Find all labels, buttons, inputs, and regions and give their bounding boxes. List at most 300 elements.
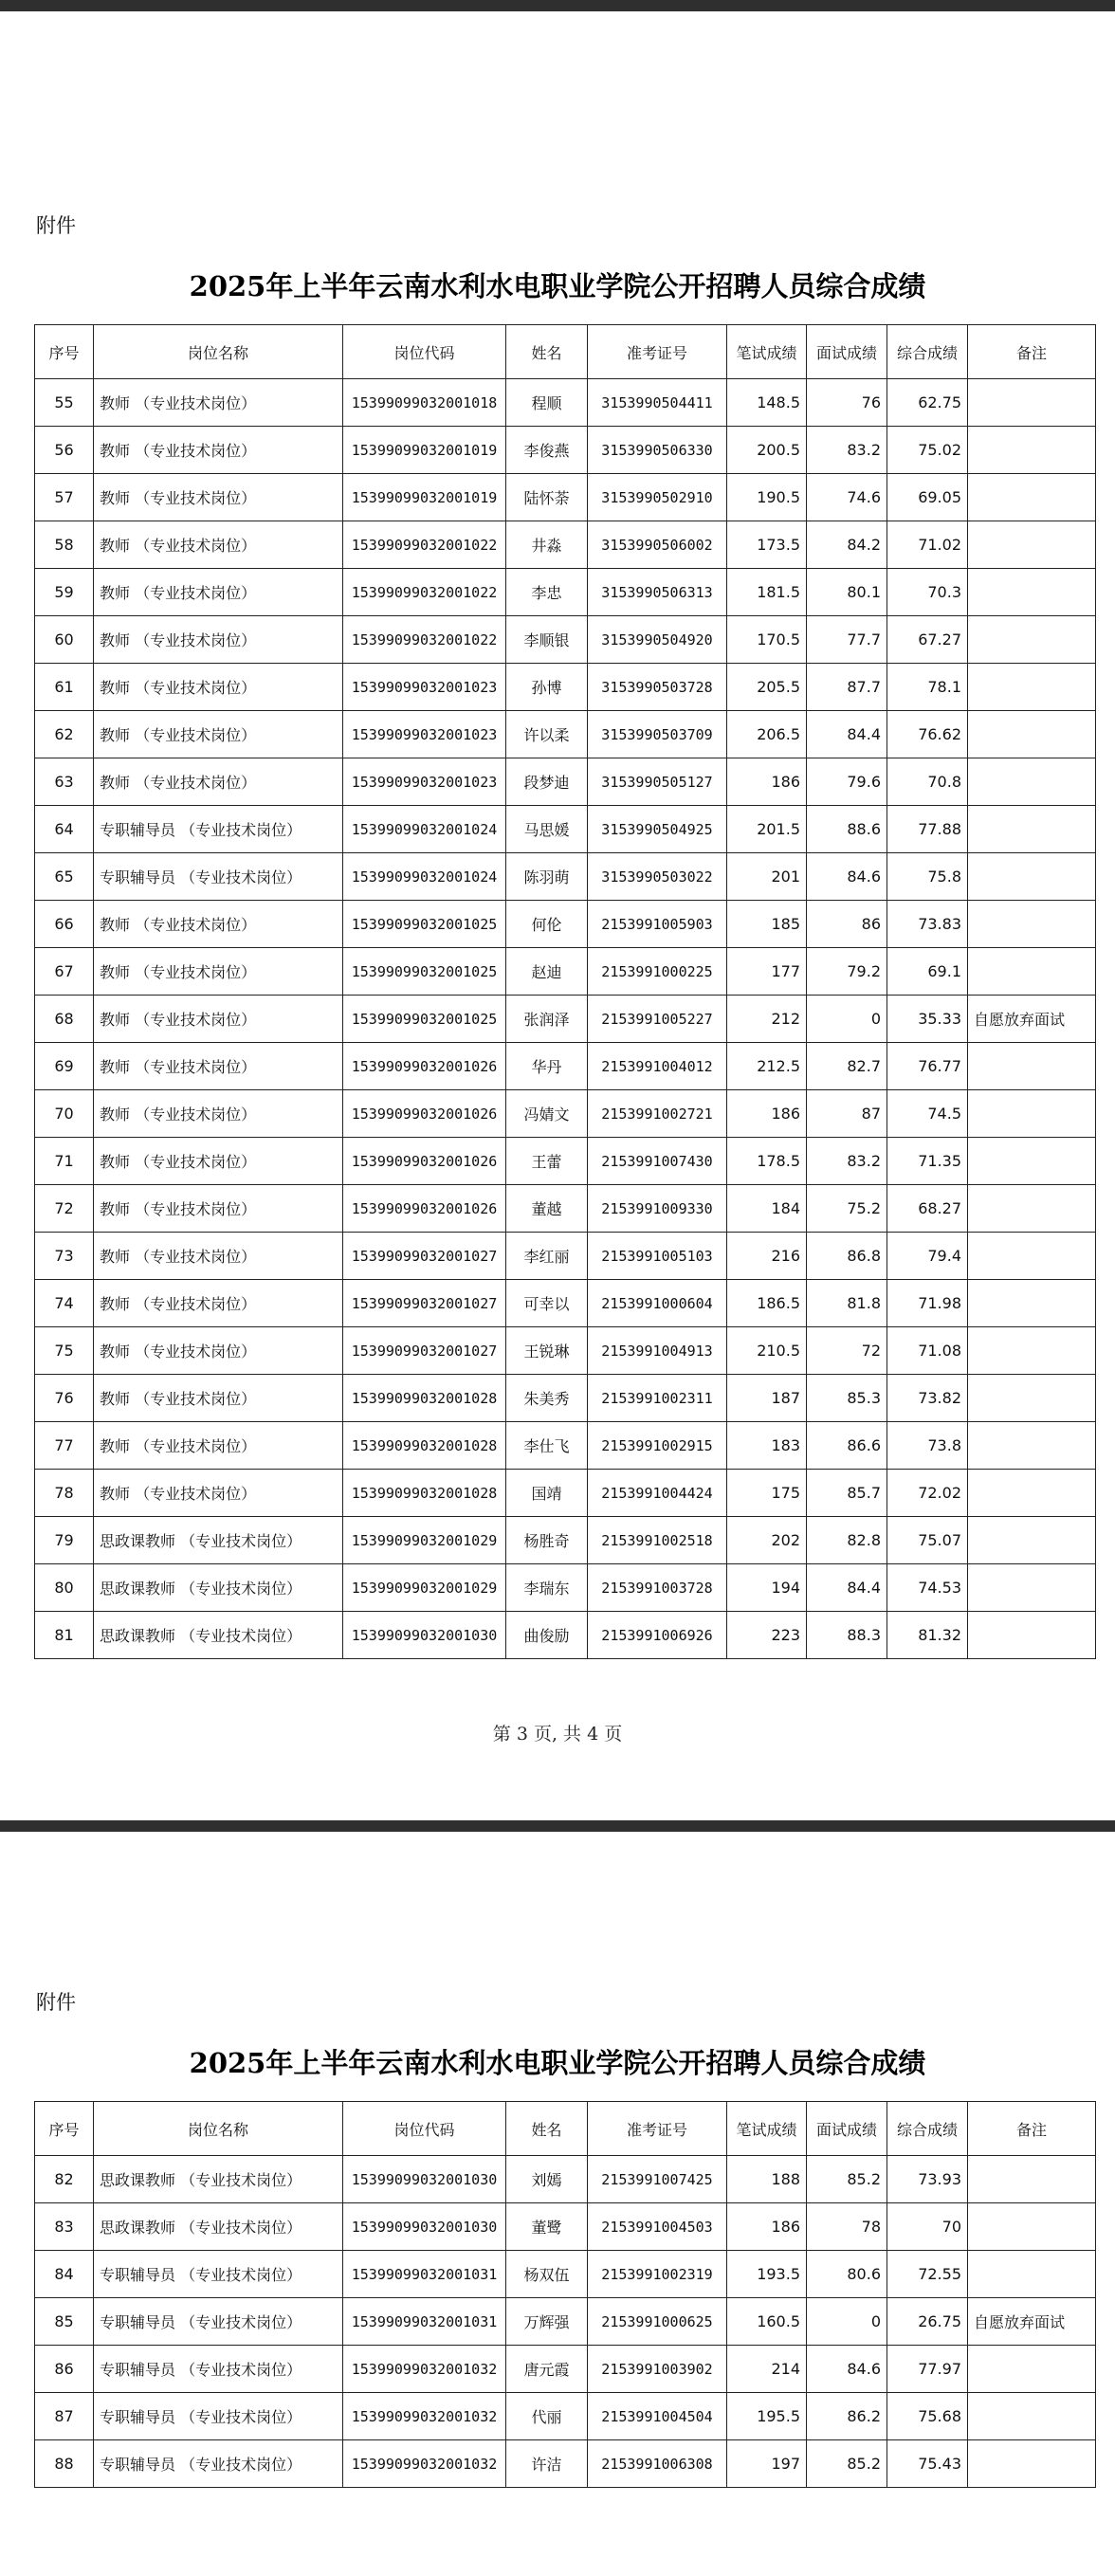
ticket-number-cell: 2153991002311	[588, 1375, 727, 1422]
candidate-name-cell: 李瑞东	[506, 1564, 588, 1612]
position-code-cell: 15399099032001022	[343, 521, 506, 569]
total-score-cell: 74.5	[887, 1090, 968, 1138]
ticket-number-cell: 2153991007430	[588, 1138, 727, 1185]
table-header-row	[35, 2102, 1096, 2156]
header-cell: 姓名	[506, 2102, 588, 2156]
position-code-cell: 15399099032001027	[343, 1280, 506, 1327]
remark-cell	[968, 2440, 1096, 2488]
remark-cell	[968, 948, 1096, 996]
written-score-cell: 188	[727, 2156, 807, 2203]
table-row	[35, 1327, 1096, 1375]
total-score-cell: 73.83	[887, 901, 968, 948]
table-row	[35, 2298, 1096, 2346]
written-score-cell: 206.5	[727, 711, 807, 758]
position-name-cell: 教师 （专业技术岗位）	[94, 1470, 343, 1517]
table-row	[35, 2440, 1096, 2488]
header-cell: 准考证号	[588, 325, 727, 379]
candidate-name-cell: 井淼	[506, 521, 588, 569]
page-footer: 第 3 页, 共 4 页	[492, 1724, 623, 1745]
annex-label: 附件	[36, 1991, 76, 2014]
interview-score-cell: 86	[807, 901, 887, 948]
candidate-name-cell: 程顺	[506, 379, 588, 427]
remark-cell	[968, 853, 1096, 901]
header-cell: 序号	[35, 325, 94, 379]
position-code-cell: 15399099032001023	[343, 758, 506, 806]
remark-cell	[968, 711, 1096, 758]
ticket-number-cell: 2153991005103	[588, 1233, 727, 1280]
interview-score-cell: 83.2	[807, 427, 887, 474]
ticket-number-cell: 2153991002319	[588, 2251, 727, 2298]
total-score-cell: 75.02	[887, 427, 968, 474]
remark-cell: 自愿放弃面试	[968, 2298, 1096, 2346]
interview-score-cell: 84.6	[807, 853, 887, 901]
interview-score-cell: 85.2	[807, 2156, 887, 2203]
remark-cell	[968, 2393, 1096, 2440]
row-number-cell: 71	[35, 1138, 94, 1185]
position-name-cell: 教师 （专业技术岗位）	[94, 711, 343, 758]
header-cell: 备注	[968, 2102, 1096, 2156]
position-name-cell: 专职辅导员 （专业技术岗位）	[94, 2346, 343, 2393]
position-code-cell: 15399099032001026	[343, 1185, 506, 1233]
interview-score-cell: 75.2	[807, 1185, 887, 1233]
written-score-cell: 187	[727, 1375, 807, 1422]
table-row	[35, 1422, 1096, 1470]
total-score-cell: 72.02	[887, 1470, 968, 1517]
total-score-cell: 68.27	[887, 1185, 968, 1233]
candidate-name-cell: 李顺银	[506, 616, 588, 664]
row-number-cell: 68	[35, 996, 94, 1043]
candidate-name-cell: 段梦迪	[506, 758, 588, 806]
ticket-number-cell: 3153990504920	[588, 616, 727, 664]
remark-cell	[968, 521, 1096, 569]
candidate-name-cell: 王蕾	[506, 1138, 588, 1185]
row-number-cell: 88	[35, 2440, 94, 2488]
ticket-number-cell: 2153991003902	[588, 2346, 727, 2393]
header-cell: 综合成绩	[887, 325, 968, 379]
total-score-cell: 75.07	[887, 1517, 968, 1564]
row-number-cell: 56	[35, 427, 94, 474]
position-code-cell: 15399099032001030	[343, 2203, 506, 2251]
position-code-cell: 15399099032001027	[343, 1233, 506, 1280]
ticket-number-cell: 2153991006926	[588, 1612, 727, 1659]
position-code-cell: 15399099032001030	[343, 1612, 506, 1659]
table-row	[35, 1564, 1096, 1612]
total-score-cell: 71.08	[887, 1327, 968, 1375]
table-row	[35, 1043, 1096, 1090]
position-name-cell: 专职辅导员 （专业技术岗位）	[94, 2440, 343, 2488]
row-number-cell: 82	[35, 2156, 94, 2203]
candidate-name-cell: 李红丽	[506, 1233, 588, 1280]
remark-cell	[968, 1327, 1096, 1375]
candidate-name-cell: 许以柔	[506, 711, 588, 758]
total-score-cell: 70.8	[887, 758, 968, 806]
ticket-number-cell: 3153990502910	[588, 474, 727, 521]
position-name-cell: 思政课教师 （专业技术岗位）	[94, 2203, 343, 2251]
total-score-cell: 78.1	[887, 664, 968, 711]
header-cell: 岗位代码	[343, 2102, 506, 2156]
ticket-number-cell: 2153991002721	[588, 1090, 727, 1138]
position-code-cell: 15399099032001029	[343, 1517, 506, 1564]
row-number-cell: 81	[35, 1612, 94, 1659]
row-number-cell: 61	[35, 664, 94, 711]
table-row	[35, 806, 1096, 853]
ticket-number-cell: 2153991000604	[588, 1280, 727, 1327]
row-number-cell: 87	[35, 2393, 94, 2440]
written-score-cell: 194	[727, 1564, 807, 1612]
table-row	[35, 853, 1096, 901]
remark-cell	[968, 664, 1096, 711]
position-code-cell: 15399099032001028	[343, 1470, 506, 1517]
written-score-cell: 186	[727, 2203, 807, 2251]
interview-score-cell: 86.6	[807, 1422, 887, 1470]
row-number-cell: 72	[35, 1185, 94, 1233]
written-score-cell: 201	[727, 853, 807, 901]
total-score-cell: 76.77	[887, 1043, 968, 1090]
document-title: 2025年上半年云南水利水电职业学院公开招聘人员综合成绩	[189, 2047, 926, 2079]
total-score-cell: 75.8	[887, 853, 968, 901]
header-cell: 姓名	[506, 325, 588, 379]
table-body	[35, 379, 1096, 1659]
candidate-name-cell: 曲俊励	[506, 1612, 588, 1659]
header-cell: 准考证号	[588, 2102, 727, 2156]
row-number-cell: 86	[35, 2346, 94, 2393]
position-code-cell: 15399099032001019	[343, 427, 506, 474]
interview-score-cell: 83.2	[807, 1138, 887, 1185]
position-name-cell: 思政课教师 （专业技术岗位）	[94, 1564, 343, 1612]
written-score-cell: 202	[727, 1517, 807, 1564]
ticket-number-cell: 2153991002915	[588, 1422, 727, 1470]
written-score-cell: 186	[727, 758, 807, 806]
remark-cell	[968, 901, 1096, 948]
candidate-name-cell: 朱美秀	[506, 1375, 588, 1422]
interview-score-cell: 84.2	[807, 521, 887, 569]
position-code-cell: 15399099032001026	[343, 1043, 506, 1090]
position-name-cell: 思政课教师 （专业技术岗位）	[94, 1517, 343, 1564]
table-row	[35, 948, 1096, 996]
total-score-cell: 70	[887, 2203, 968, 2251]
position-name-cell: 教师 （专业技术岗位）	[94, 901, 343, 948]
table-row	[35, 1090, 1096, 1138]
candidate-name-cell: 李忠	[506, 569, 588, 616]
remark-cell	[968, 758, 1096, 806]
ticket-number-cell: 3153990504411	[588, 379, 727, 427]
position-code-cell: 15399099032001031	[343, 2298, 506, 2346]
position-code-cell: 15399099032001025	[343, 901, 506, 948]
page-top-bar	[0, 0, 1115, 11]
row-number-cell: 76	[35, 1375, 94, 1422]
remark-cell	[968, 1090, 1096, 1138]
interview-score-cell: 81.8	[807, 1280, 887, 1327]
position-name-cell: 教师 （专业技术岗位）	[94, 521, 343, 569]
written-score-cell: 181.5	[727, 569, 807, 616]
written-score-cell: 216	[727, 1233, 807, 1280]
row-number-cell: 83	[35, 2203, 94, 2251]
ticket-number-cell: 2153991005227	[588, 996, 727, 1043]
position-name-cell: 教师 （专业技术岗位）	[94, 1233, 343, 1280]
ticket-number-cell: 2153991007425	[588, 2156, 727, 2203]
written-score-cell: 200.5	[727, 427, 807, 474]
position-code-cell: 15399099032001032	[343, 2346, 506, 2393]
candidate-name-cell: 张润泽	[506, 996, 588, 1043]
written-score-cell: 197	[727, 2440, 807, 2488]
interview-score-cell: 87	[807, 1090, 887, 1138]
table-row	[35, 379, 1096, 427]
candidate-name-cell: 王锐琳	[506, 1327, 588, 1375]
total-score-cell: 81.32	[887, 1612, 968, 1659]
ticket-number-cell: 2153991004012	[588, 1043, 727, 1090]
candidate-name-cell: 董鹭	[506, 2203, 588, 2251]
position-name-cell: 思政课教师 （专业技术岗位）	[94, 1612, 343, 1659]
row-number-cell: 64	[35, 806, 94, 853]
position-name-cell: 教师 （专业技术岗位）	[94, 1185, 343, 1233]
row-number-cell: 78	[35, 1470, 94, 1517]
position-name-cell: 教师 （专业技术岗位）	[94, 1375, 343, 1422]
header-cell: 岗位名称	[94, 2102, 343, 2156]
candidate-name-cell: 赵迪	[506, 948, 588, 996]
header-cell: 面试成绩	[807, 2102, 887, 2156]
document-page-4	[0, 1820, 1115, 2576]
candidate-name-cell: 代丽	[506, 2393, 588, 2440]
ticket-number-cell: 3153990503728	[588, 664, 727, 711]
row-number-cell: 73	[35, 1233, 94, 1280]
total-score-cell: 74.53	[887, 1564, 968, 1612]
header-cell: 岗位代码	[343, 325, 506, 379]
ticket-number-cell: 3153990503709	[588, 711, 727, 758]
position-code-cell: 15399099032001018	[343, 379, 506, 427]
position-name-cell: 教师 （专业技术岗位）	[94, 1280, 343, 1327]
table-row	[35, 2203, 1096, 2251]
position-code-cell: 15399099032001030	[343, 2156, 506, 2203]
row-number-cell: 66	[35, 901, 94, 948]
position-code-cell: 15399099032001026	[343, 1138, 506, 1185]
written-score-cell: 193.5	[727, 2251, 807, 2298]
written-score-cell: 177	[727, 948, 807, 996]
remark-cell	[968, 806, 1096, 853]
interview-score-cell: 0	[807, 996, 887, 1043]
interview-score-cell: 74.6	[807, 474, 887, 521]
row-number-cell: 69	[35, 1043, 94, 1090]
written-score-cell: 160.5	[727, 2298, 807, 2346]
interview-score-cell: 88.3	[807, 1612, 887, 1659]
candidate-name-cell: 国靖	[506, 1470, 588, 1517]
interview-score-cell: 80.6	[807, 2251, 887, 2298]
written-score-cell: 186.5	[727, 1280, 807, 1327]
total-score-cell: 75.43	[887, 2440, 968, 2488]
ticket-number-cell: 2153991006308	[588, 2440, 727, 2488]
interview-score-cell: 87.7	[807, 664, 887, 711]
interview-score-cell: 79.6	[807, 758, 887, 806]
table-row	[35, 2156, 1096, 2203]
total-score-cell: 26.75	[887, 2298, 968, 2346]
remark-cell	[968, 427, 1096, 474]
interview-score-cell: 77.7	[807, 616, 887, 664]
interview-score-cell: 82.7	[807, 1043, 887, 1090]
row-number-cell: 67	[35, 948, 94, 996]
interview-score-cell: 84.4	[807, 711, 887, 758]
table-row	[35, 711, 1096, 758]
interview-score-cell: 72	[807, 1327, 887, 1375]
position-code-cell: 15399099032001025	[343, 996, 506, 1043]
annex-label: 附件	[36, 214, 76, 237]
ticket-number-cell: 3153990504925	[588, 806, 727, 853]
remark-cell	[968, 1138, 1096, 1185]
row-number-cell: 59	[35, 569, 94, 616]
ticket-number-cell: 2153991004504	[588, 2393, 727, 2440]
ticket-number-cell: 2153991002518	[588, 1517, 727, 1564]
position-code-cell: 15399099032001028	[343, 1422, 506, 1470]
table-row	[35, 2393, 1096, 2440]
row-number-cell: 84	[35, 2251, 94, 2298]
candidate-name-cell: 刘嫣	[506, 2156, 588, 2203]
row-number-cell: 63	[35, 758, 94, 806]
interview-score-cell: 88.6	[807, 806, 887, 853]
written-score-cell: 175	[727, 1470, 807, 1517]
interview-score-cell: 78	[807, 2203, 887, 2251]
header-cell: 备注	[968, 325, 1096, 379]
row-number-cell: 62	[35, 711, 94, 758]
ticket-number-cell: 3153990505127	[588, 758, 727, 806]
candidate-name-cell: 李仕飞	[506, 1422, 588, 1470]
remark-cell	[968, 1375, 1096, 1422]
remark-cell	[968, 1612, 1096, 1659]
candidate-name-cell: 董越	[506, 1185, 588, 1233]
table-row	[35, 427, 1096, 474]
row-number-cell: 79	[35, 1517, 94, 1564]
interview-score-cell: 82.8	[807, 1517, 887, 1564]
row-number-cell: 74	[35, 1280, 94, 1327]
position-code-cell: 15399099032001022	[343, 569, 506, 616]
total-score-cell: 73.82	[887, 1375, 968, 1422]
position-name-cell: 教师 （专业技术岗位）	[94, 1043, 343, 1090]
ticket-number-cell: 3153990503022	[588, 853, 727, 901]
written-score-cell: 173.5	[727, 521, 807, 569]
header-cell: 笔试成绩	[727, 325, 807, 379]
remark-cell	[968, 1185, 1096, 1233]
interview-score-cell: 84.4	[807, 1564, 887, 1612]
table-row	[35, 1612, 1096, 1659]
remark-cell	[968, 2203, 1096, 2251]
candidate-name-cell: 马思媛	[506, 806, 588, 853]
document-title: 2025年上半年云南水利水电职业学院公开招聘人员综合成绩	[189, 270, 926, 302]
position-code-cell: 15399099032001024	[343, 806, 506, 853]
written-score-cell: 223	[727, 1612, 807, 1659]
interview-score-cell: 0	[807, 2298, 887, 2346]
table-row	[35, 664, 1096, 711]
candidate-name-cell: 陈羽萌	[506, 853, 588, 901]
header-cell: 面试成绩	[807, 325, 887, 379]
row-number-cell: 57	[35, 474, 94, 521]
table-header-row	[35, 325, 1096, 379]
table-row	[35, 1280, 1096, 1327]
position-name-cell: 专职辅导员 （专业技术岗位）	[94, 2393, 343, 2440]
remark-cell	[968, 474, 1096, 521]
position-code-cell: 15399099032001019	[343, 474, 506, 521]
position-name-cell: 专职辅导员 （专业技术岗位）	[94, 2298, 343, 2346]
position-code-cell: 15399099032001023	[343, 711, 506, 758]
total-score-cell: 73.8	[887, 1422, 968, 1470]
row-number-cell: 70	[35, 1090, 94, 1138]
table-row	[35, 996, 1096, 1043]
interview-score-cell: 86.2	[807, 2393, 887, 2440]
position-name-cell: 专职辅导员 （专业技术岗位）	[94, 2251, 343, 2298]
header-cell: 岗位名称	[94, 325, 343, 379]
position-name-cell: 教师 （专业技术岗位）	[94, 1090, 343, 1138]
remark-cell	[968, 379, 1096, 427]
candidate-name-cell: 可幸以	[506, 1280, 588, 1327]
position-name-cell: 专职辅导员 （专业技术岗位）	[94, 853, 343, 901]
candidate-name-cell: 孙博	[506, 664, 588, 711]
position-code-cell: 15399099032001032	[343, 2393, 506, 2440]
interview-score-cell: 84.6	[807, 2346, 887, 2393]
header-cell: 综合成绩	[887, 2102, 968, 2156]
total-score-cell: 75.68	[887, 2393, 968, 2440]
position-code-cell: 15399099032001028	[343, 1375, 506, 1422]
candidate-name-cell: 杨胜奇	[506, 1517, 588, 1564]
written-score-cell: 212	[727, 996, 807, 1043]
table-row	[35, 1517, 1096, 1564]
row-number-cell: 85	[35, 2298, 94, 2346]
written-score-cell: 178.5	[727, 1138, 807, 1185]
written-score-cell: 205.5	[727, 664, 807, 711]
row-number-cell: 65	[35, 853, 94, 901]
candidate-name-cell: 华丹	[506, 1043, 588, 1090]
candidate-name-cell: 杨双伍	[506, 2251, 588, 2298]
remark-cell	[968, 569, 1096, 616]
table-row	[35, 616, 1096, 664]
remark-cell	[968, 2156, 1096, 2203]
position-name-cell: 教师 （专业技术岗位）	[94, 1138, 343, 1185]
position-name-cell: 教师 （专业技术岗位）	[94, 996, 343, 1043]
position-name-cell: 教师 （专业技术岗位）	[94, 616, 343, 664]
position-code-cell: 15399099032001023	[343, 664, 506, 711]
remark-cell	[968, 616, 1096, 664]
position-name-cell: 专职辅导员 （专业技术岗位）	[94, 806, 343, 853]
total-score-cell: 70.3	[887, 569, 968, 616]
row-number-cell: 77	[35, 1422, 94, 1470]
row-number-cell: 80	[35, 1564, 94, 1612]
row-number-cell: 75	[35, 1327, 94, 1375]
total-score-cell: 71.35	[887, 1138, 968, 1185]
ticket-number-cell: 2153991004424	[588, 1470, 727, 1517]
written-score-cell: 186	[727, 1090, 807, 1138]
interview-score-cell: 76	[807, 379, 887, 427]
table-row	[35, 521, 1096, 569]
position-name-cell: 教师 （专业技术岗位）	[94, 1327, 343, 1375]
scores-table	[34, 2101, 1096, 2488]
remark-cell	[968, 1233, 1096, 1280]
remark-cell	[968, 1470, 1096, 1517]
position-code-cell: 15399099032001025	[343, 948, 506, 996]
total-score-cell: 77.97	[887, 2346, 968, 2393]
total-score-cell: 76.62	[887, 711, 968, 758]
remark-cell	[968, 2346, 1096, 2393]
ticket-number-cell: 2153991009330	[588, 1185, 727, 1233]
position-name-cell: 教师 （专业技术岗位）	[94, 1422, 343, 1470]
interview-score-cell: 85.7	[807, 1470, 887, 1517]
remark-cell	[968, 2251, 1096, 2298]
remark-cell	[968, 1043, 1096, 1090]
remark-cell	[968, 1422, 1096, 1470]
written-score-cell: 195.5	[727, 2393, 807, 2440]
position-code-cell: 15399099032001029	[343, 1564, 506, 1612]
written-score-cell: 170.5	[727, 616, 807, 664]
total-score-cell: 71.02	[887, 521, 968, 569]
position-name-cell: 教师 （专业技术岗位）	[94, 664, 343, 711]
ticket-number-cell: 2153991004503	[588, 2203, 727, 2251]
written-score-cell: 201.5	[727, 806, 807, 853]
table-row	[35, 474, 1096, 521]
total-score-cell: 69.1	[887, 948, 968, 996]
